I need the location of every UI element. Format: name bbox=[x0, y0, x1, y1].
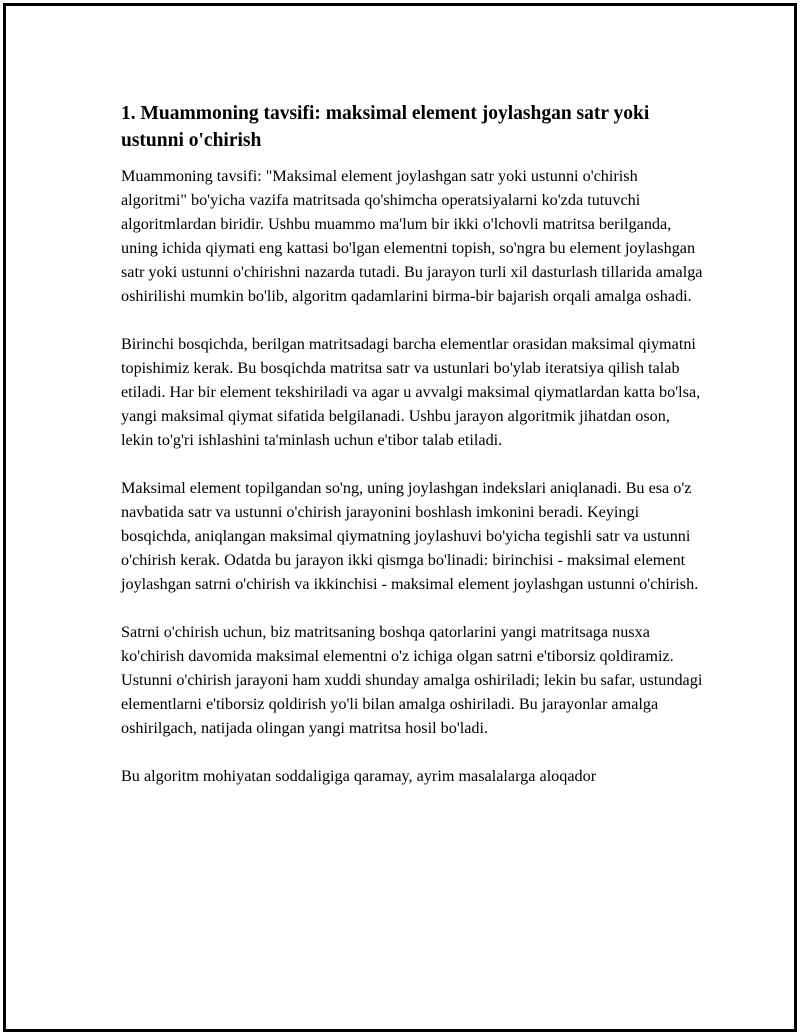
paragraph-row-column-deletion: Satrni o'chirish uchun, biz matritsaning boshqa qatorlarini yangi matritsaga nusxa ko'chirish davomida maksimal elementni o'z ichiga olgan satrni e'tiborsiz qoldiramiz. Ustunni o'chirish jarayoni ham xuddi shunday amalga oshiriladi; lekin bu safar, ustundagi elementlarni e'tiborsiz qoldirish yo'li bilan amalga oshiriladi. Bu jarayonlar amalga oshirilgach, natijada olingan yangi matritsa hosil bo'ladi. bbox=[121, 623, 703, 737]
paragraph-index-detection: Maksimal element topilgandan so'ng, uning joylashgan indekslari aniqlanadi. Bu esa o'z navbatida satr va ustunni o'chirish jarayonini boshlash imkonini beradi. Keyingi bosqichda, aniqlangan maksimal qiymatning joylashuvi bo'yicha tegishli satr va ustunni o'chirish kerak. Odatda bu jarayon ikki qismga bo'linadi: birinchisi - maksimal element joylashgan satrni o'chirish va ikkinchisi - maksimal element joylashgan ustunni o'chirish. bbox=[121, 479, 699, 593]
document-body bbox=[121, 100, 706, 812]
paragraph-problem-description: Muammoning tavsifi: "Maksimal element joylashgan satr yoki ustunni o'chirish algoritmi" bo'yicha vazifa matritsada qo'shimcha operatsiyalarni ko'zda tutuvchi algoritmlardan biridir. Ushbu muammo ma'lum bir ikki o'lchovli matritsa berilganda, uning ichida qiymati eng kattasi bo'lgan elementni topish, so'ngra bu element joylashgan satr yoki ustunni o'chirishni nazarda tutadi. Bu jarayon turli xil dasturlash tillarida amalga oshirilishi mumkin bo'lib, algoritm qadamlarini birma-bir bajarish orqali amalga oshadi. bbox=[121, 167, 703, 305]
document-page bbox=[3, 3, 797, 1032]
paragraph-first-step: Birinchi bosqichda, berilgan matritsadagi barcha elementlar orasidan maksimal qiymatni topishimiz kerak. Bu bosqichda matritsa satr va ustunlari bo'ylab iteratsiya qilish talab etiladi. Har bir element tekshiriladi va agar u avvalgi maksimal qiymatlardan katta bo'lsa, yangi maksimal qiymat sifatida belgilanadi. Ushbu jarayon algoritmik jihatdan oson, lekin to'g'ri ishlashini ta'minlash uchun e'tibor talab etiladi. bbox=[121, 335, 701, 449]
document-title: 1. Muammoning tavsifi: maksimal element joylashgan satr yoki ustunni o'chirish bbox=[121, 103, 650, 151]
paragraph-conclusion-partial: Bu algoritm mohiyatan soddaligiga qaramay, ayrim masalalarga aloqador bbox=[121, 767, 597, 785]
